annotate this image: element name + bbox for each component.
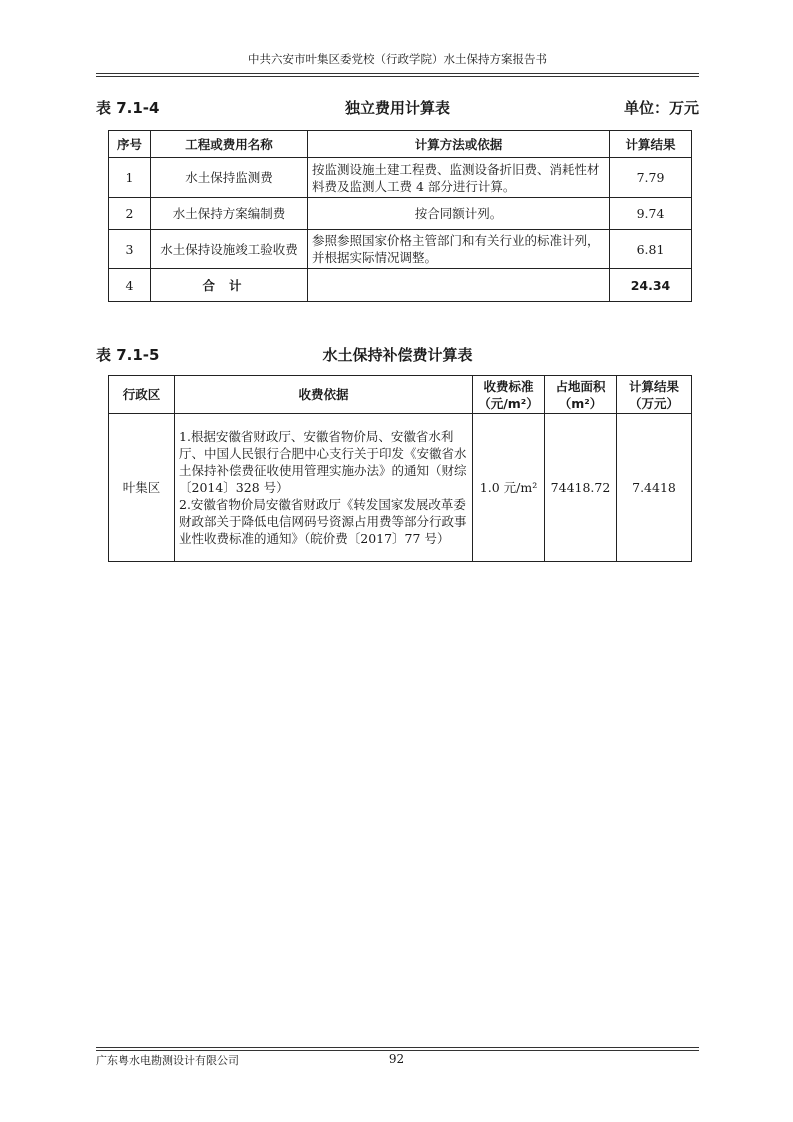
table1-unit: 单位：万元 [623, 99, 699, 117]
col-header-result-line1: 计算结果 [628, 378, 679, 394]
table1-number: 表 7.1-4 [96, 99, 160, 117]
table-header-row [109, 131, 692, 158]
table2-caption [96, 344, 699, 368]
table-total-row [109, 269, 692, 302]
row-method: 参照参照国家价格主管部门和有关行业的标准计列，并根据实际情况调整。 [308, 230, 610, 269]
row-method [308, 269, 610, 302]
row-basis [175, 414, 473, 562]
footer-rule-secondary [96, 1050, 699, 1051]
table-row [109, 230, 692, 269]
row-name: 水土保持监测费 [151, 158, 308, 198]
total-label: 合计 [151, 269, 308, 302]
col-header-result [617, 376, 692, 414]
col-header-no: 序号 [109, 131, 151, 158]
row-standard: 1.0 元/m² [473, 414, 545, 562]
row-result: 6.81 [610, 230, 692, 269]
row-no: 1 [109, 158, 151, 198]
col-header-standard-line2: （元/m²） [478, 395, 539, 411]
table2-number: 表 7.1-5 [96, 346, 160, 364]
footer-rule [96, 1047, 699, 1048]
table2-title: 水土保持补偿费计算表 [322, 346, 473, 364]
page-header: 中共六安市叶集区委党校（行政学院）水土保持方案报告书 [248, 52, 547, 66]
basis-item-1: 1.根据安徽省财政厅、安徽省物价局、安徽省水利厅、中国人民银行合肥中心支行关于印发《安徽省水土保持补偿费征收使用管理实施办法》的通知（财综〔2014〕328 号） [179, 429, 467, 495]
col-header-standard-line1: 收费标准 [483, 378, 534, 394]
table-row [109, 198, 692, 230]
col-header-result: 计算结果 [610, 131, 692, 158]
col-header-method: 计算方法或依据 [308, 131, 610, 158]
col-header-standard [473, 376, 545, 414]
basis-item-2: 2.安徽省物价局安徽省财政厅《转发国家发展改革委财政部关于降低电信网码号资源占用费等部分行政事业性收费标准的通知》（皖价费〔2017〕77 号） [179, 497, 467, 546]
header-rule [96, 73, 699, 74]
row-name: 水土保持方案编制费 [151, 198, 308, 230]
row-result: 7.4418 [617, 414, 692, 562]
col-header-region: 行政区 [109, 376, 175, 414]
col-header-basis: 收费依据 [175, 376, 473, 414]
page-number: 92 [388, 1052, 405, 1066]
row-method: 按监测设施土建工程费、监测设备折旧费、消耗性材料费及监测人工费 4 部分进行计算。 [308, 158, 610, 198]
row-no: 4 [109, 269, 151, 302]
table-header-row [109, 376, 692, 414]
col-header-name: 工程或费用名称 [151, 131, 308, 158]
col-header-area [545, 376, 617, 414]
col-header-result-line2: （万元） [628, 395, 679, 411]
row-result: 7.79 [610, 158, 692, 198]
total-result: 24.34 [610, 269, 692, 302]
table-row [109, 414, 692, 562]
independent-cost-table [108, 130, 692, 302]
table1-title: 独立费用计算表 [344, 99, 450, 117]
row-no: 3 [109, 230, 151, 269]
col-header-area-line2: （m²） [558, 395, 603, 411]
row-name: 水土保持设施竣工验收费 [151, 230, 308, 269]
table1-caption [96, 97, 699, 121]
footer-company: 广东粤水电勘测设计有限公司 [96, 1054, 239, 1067]
row-method: 按合同额计列。 [308, 198, 610, 230]
table-row [109, 158, 692, 198]
header-rule-secondary [96, 76, 699, 77]
compensation-fee-table [108, 375, 692, 562]
row-no: 2 [109, 198, 151, 230]
row-result: 9.74 [610, 198, 692, 230]
row-area: 74418.72 [545, 414, 617, 562]
col-header-area-line1: 占地面积 [555, 378, 606, 394]
row-region: 叶集区 [109, 414, 175, 562]
